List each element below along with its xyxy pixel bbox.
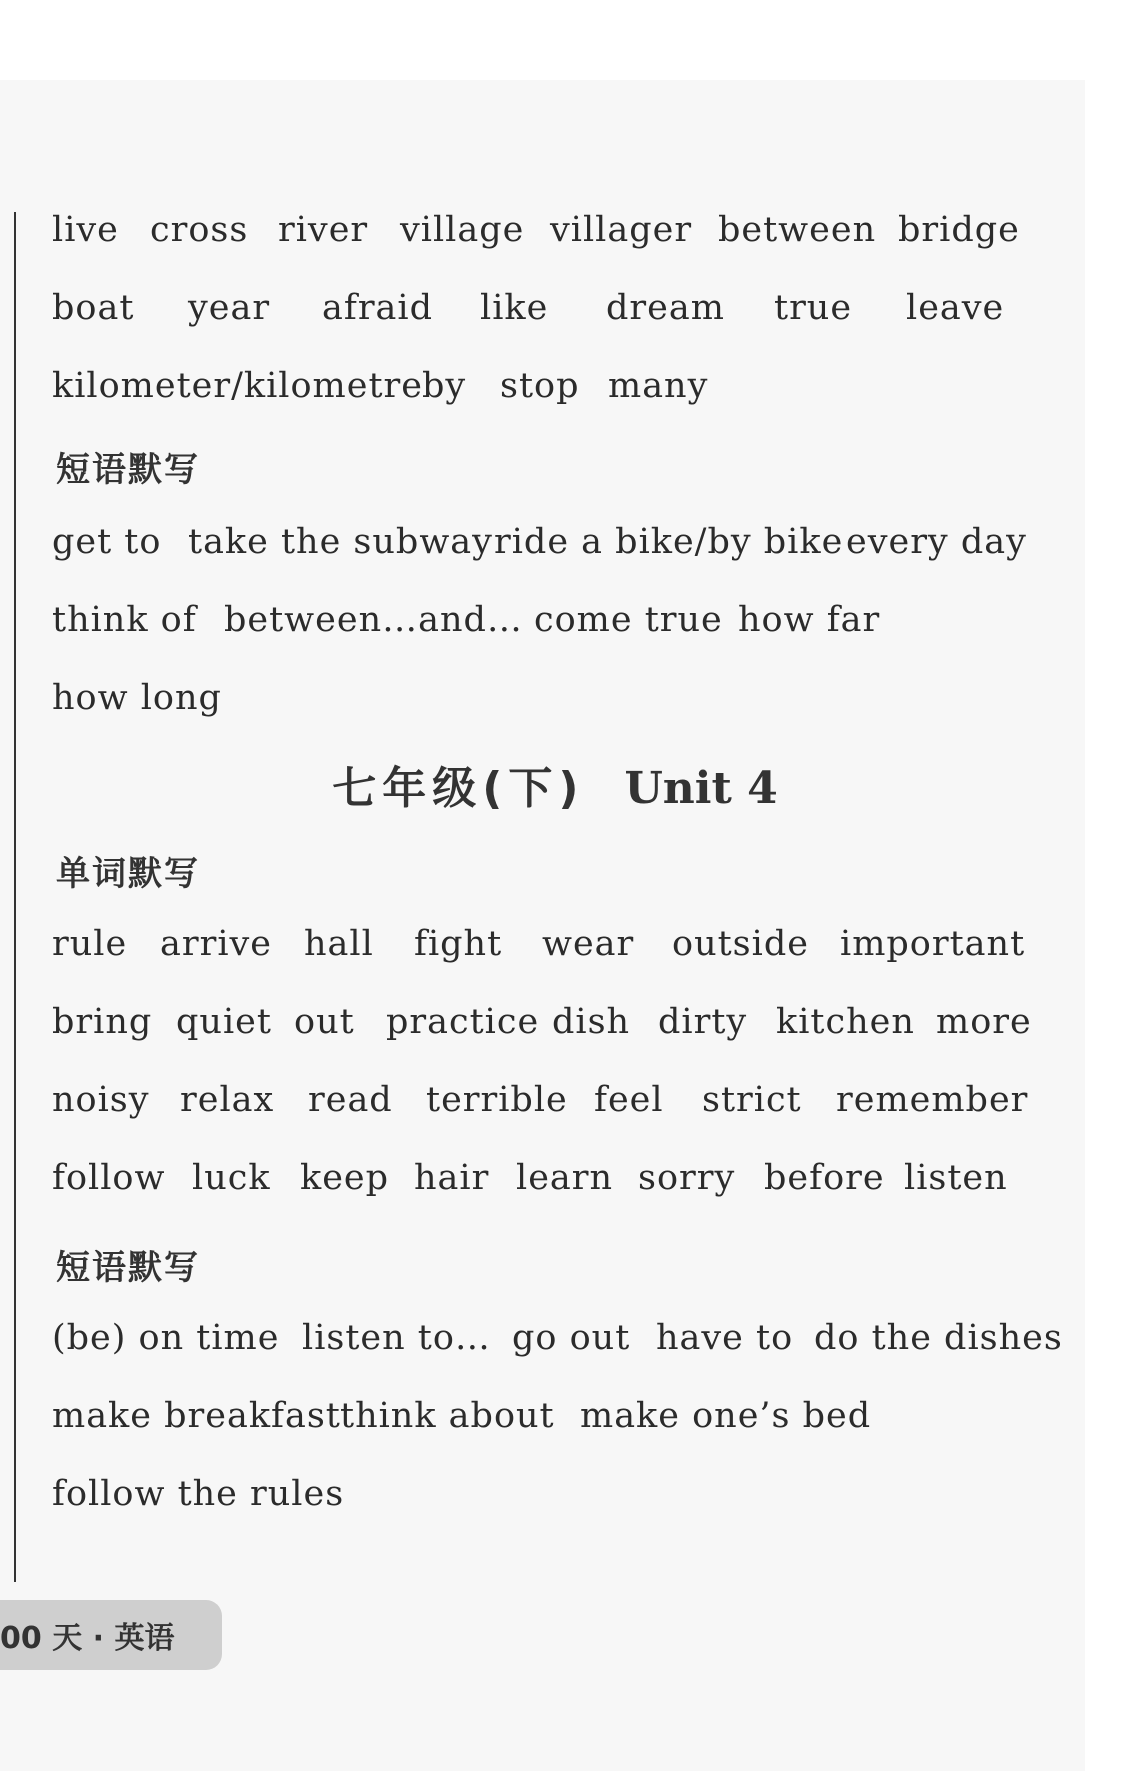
phrase: how far	[738, 600, 881, 640]
unit-label: Unit 4	[624, 763, 778, 814]
word: village	[400, 210, 525, 250]
word: live	[52, 210, 119, 250]
word: many	[608, 366, 709, 406]
phrase: how long	[52, 678, 222, 718]
word: afraid	[322, 288, 434, 328]
phrase: listen to…	[302, 1318, 491, 1358]
word: by	[422, 366, 467, 406]
word: luck	[192, 1158, 271, 1198]
grade-label: 七年级(下)	[332, 763, 585, 814]
phrase: make breakfast	[52, 1396, 341, 1436]
word: wear	[542, 924, 635, 964]
phrase-heading: 短语默写	[56, 450, 200, 490]
word: hair	[414, 1158, 490, 1198]
word: sorry	[638, 1158, 736, 1198]
word: hall	[304, 924, 374, 964]
word: listen	[904, 1158, 1008, 1198]
word: more	[936, 1002, 1032, 1042]
word-row-2	[52, 278, 1004, 338]
word: before	[764, 1158, 885, 1198]
word: cross	[150, 210, 249, 250]
phrase: get to	[52, 522, 162, 562]
word: learn	[516, 1158, 614, 1198]
phrase: do the dishes	[814, 1318, 1063, 1358]
word: strict	[702, 1080, 802, 1120]
phrase: between…and…	[224, 600, 523, 640]
phrase-row-2	[52, 590, 880, 650]
word: river	[278, 210, 369, 250]
phrase-row-3	[52, 668, 222, 728]
word: year	[188, 288, 271, 328]
word: follow	[52, 1158, 166, 1198]
word: true	[774, 288, 853, 328]
phrase: follow the rules	[52, 1474, 345, 1514]
word: relax	[180, 1080, 275, 1120]
word: boat	[52, 288, 135, 328]
unit-word-row-1	[52, 914, 1025, 974]
word: villager	[550, 210, 693, 250]
phrase: think about	[340, 1396, 555, 1436]
phrase: take the subway	[188, 522, 493, 562]
word: bring	[52, 1002, 153, 1042]
word-heading: 单词默写	[56, 854, 200, 894]
word-row-3	[52, 356, 708, 416]
unit-phrase-row-3	[52, 1464, 344, 1524]
phrase: ride a bike/by bike	[494, 522, 844, 562]
word: out	[294, 1002, 355, 1042]
phrase: make one’s bed	[580, 1396, 872, 1436]
word: kilometer/kilometre	[52, 366, 423, 406]
word: remember	[836, 1080, 1029, 1120]
word: dirty	[658, 1002, 748, 1042]
margin-rule	[14, 212, 16, 1582]
word: fight	[414, 924, 503, 964]
footer-tab	[0, 1600, 222, 1670]
phrase: go out	[512, 1318, 631, 1358]
word: outside	[672, 924, 809, 964]
unit-phrase-row-1	[52, 1308, 1063, 1368]
word: stop	[500, 366, 580, 406]
word: like	[480, 288, 549, 328]
unit-word-row-2	[52, 992, 1032, 1052]
word: rule	[52, 924, 128, 964]
word: practice	[386, 1002, 540, 1042]
word: arrive	[160, 924, 273, 964]
word: terrible	[426, 1080, 568, 1120]
word: important	[840, 924, 1026, 964]
word: quiet	[176, 1002, 272, 1042]
word: noisy	[52, 1080, 150, 1120]
word: bridge	[898, 210, 1020, 250]
word-row-1	[52, 200, 1020, 260]
phrase: every day	[846, 522, 1027, 562]
footer-label: 00 天 · 英语	[0, 1621, 175, 1656]
word: between	[718, 210, 877, 250]
word: keep	[300, 1158, 390, 1198]
word: feel	[594, 1080, 664, 1120]
unit-word-row-4	[52, 1148, 1008, 1208]
phrase-row-1	[52, 512, 1027, 572]
word: dream	[606, 288, 725, 328]
word: kitchen	[776, 1002, 915, 1042]
unit-phrase-row-2	[52, 1386, 871, 1446]
phrase: think of	[52, 600, 197, 640]
phrase: (be) on time	[52, 1318, 280, 1358]
unit-phrase-heading: 短语默写	[56, 1248, 200, 1288]
word: leave	[906, 288, 1005, 328]
word: read	[308, 1080, 393, 1120]
unit-title	[0, 752, 1110, 816]
word: dish	[552, 1002, 631, 1042]
phrase: come true	[534, 600, 723, 640]
phrase: have to	[656, 1318, 794, 1358]
unit-word-row-3	[52, 1070, 1028, 1130]
